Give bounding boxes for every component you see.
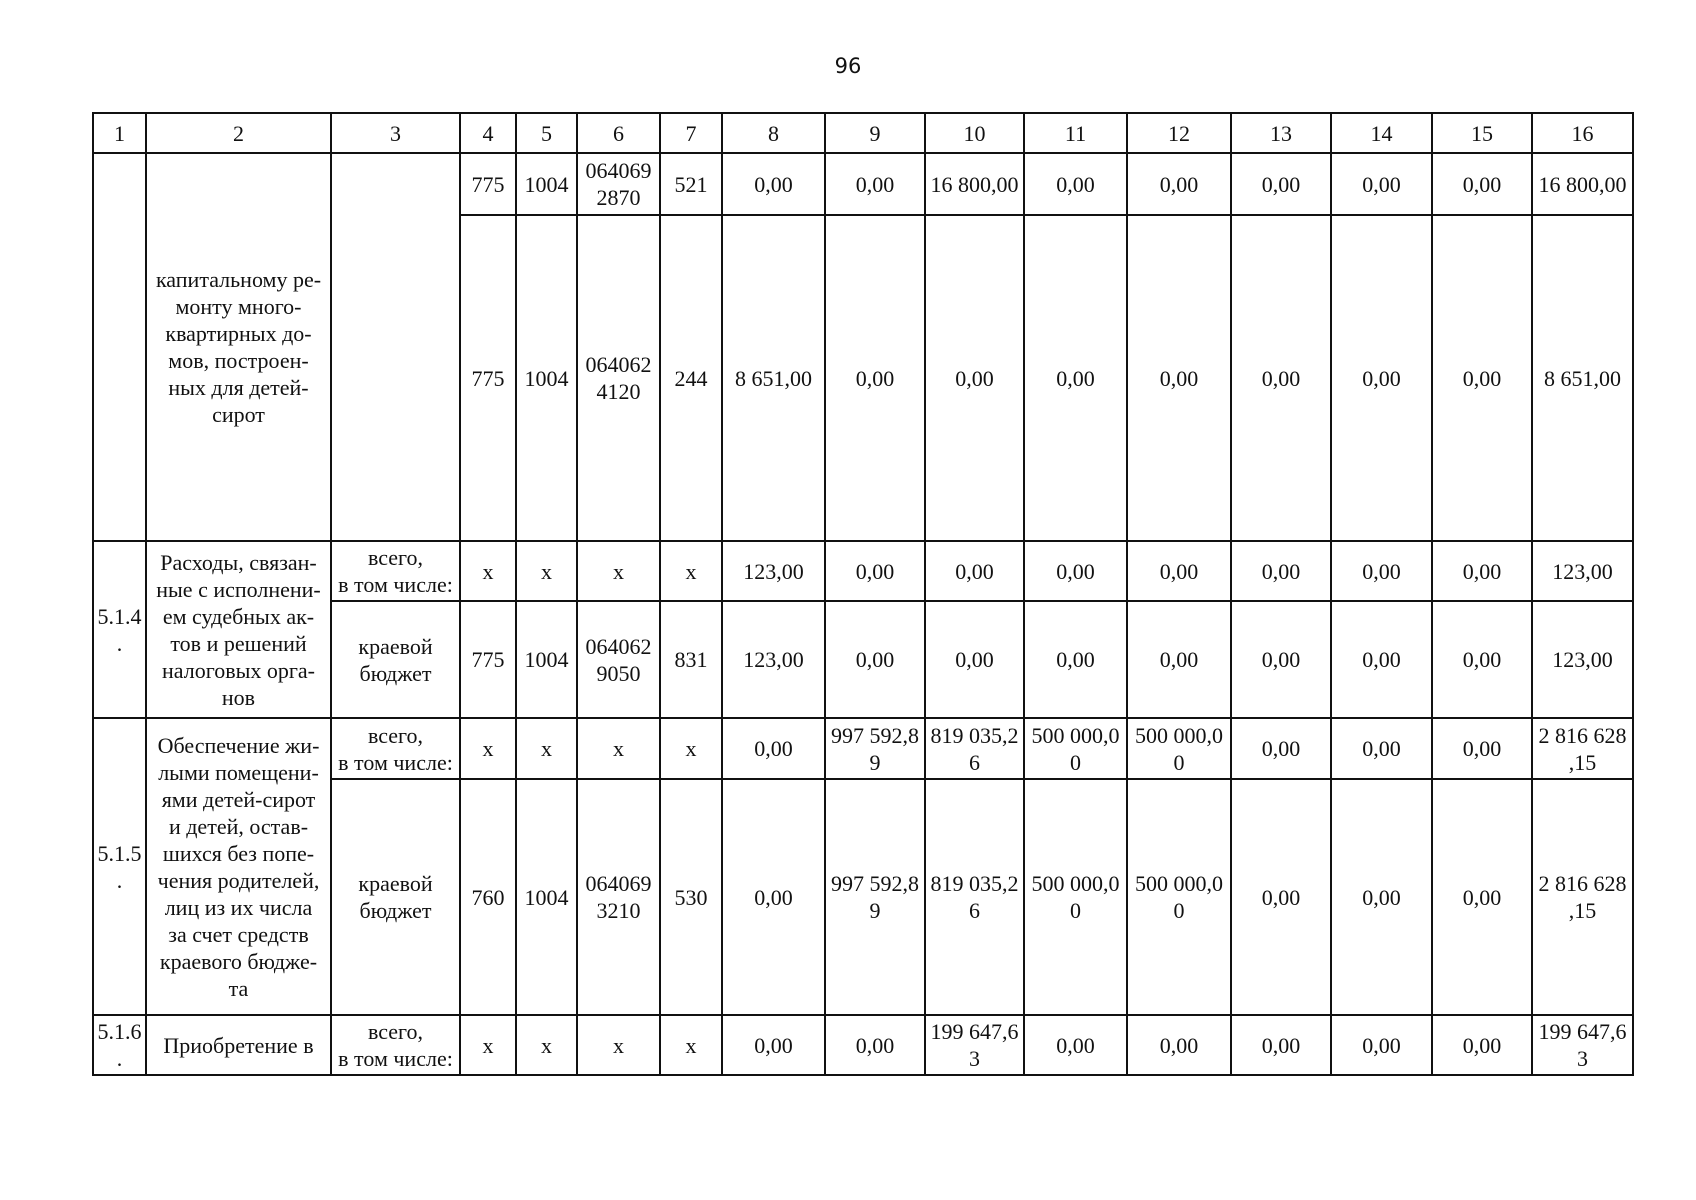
item-number-cell bbox=[93, 153, 146, 541]
value-cell: 0,00 bbox=[1231, 153, 1331, 215]
value-cell: 0,00 bbox=[722, 779, 825, 1015]
funding-source-cell: краевой бюджет bbox=[331, 779, 460, 1015]
kvsr-cell: 775 bbox=[460, 215, 516, 541]
value-cell: 0,00 bbox=[1024, 153, 1127, 215]
table-row bbox=[93, 1015, 1633, 1075]
value-cell: 500 000,0 0 bbox=[1024, 779, 1127, 1015]
value-cell: 16 800,00 bbox=[1532, 153, 1633, 215]
value-cell: 0,00 bbox=[1231, 541, 1331, 601]
value-cell: 2 816 628 ,15 bbox=[1532, 779, 1633, 1015]
header-cell: 1 bbox=[93, 113, 146, 153]
expense-type-cell: 521 bbox=[660, 153, 722, 215]
header-cell: 13 bbox=[1231, 113, 1331, 153]
value-cell: 0,00 bbox=[1024, 601, 1127, 718]
header-cell: 15 bbox=[1432, 113, 1532, 153]
table-row bbox=[93, 541, 1633, 601]
expense-type-cell: 530 bbox=[660, 779, 722, 1015]
value-cell: 0,00 bbox=[1432, 215, 1532, 541]
value-cell: 0,00 bbox=[1127, 215, 1231, 541]
value-cell: 500 000,0 0 bbox=[1127, 779, 1231, 1015]
value-cell: 123,00 bbox=[722, 601, 825, 718]
value-cell: 0,00 bbox=[1331, 541, 1432, 601]
header-cell: 2 bbox=[146, 113, 331, 153]
value-cell: 0,00 bbox=[1432, 541, 1532, 601]
value-cell: 0,00 bbox=[925, 215, 1024, 541]
header-cell: 11 bbox=[1024, 113, 1127, 153]
value-cell: 199 647,6 3 bbox=[925, 1015, 1024, 1075]
value-cell: 16 800,00 bbox=[925, 153, 1024, 215]
value-cell: 0,00 bbox=[825, 1015, 925, 1075]
header-cell: 12 bbox=[1127, 113, 1231, 153]
expense-type-cell: х bbox=[660, 541, 722, 601]
value-cell: 0,00 bbox=[1231, 718, 1331, 779]
kvsr-cell: х bbox=[460, 718, 516, 779]
table-row bbox=[93, 153, 1633, 215]
value-cell: 0,00 bbox=[1231, 601, 1331, 718]
kvsr-cell: х bbox=[460, 1015, 516, 1075]
header-cell: 10 bbox=[925, 113, 1024, 153]
item-name-cell: капитальному ре- монту много- квартирных до- мов, построен- ных для детей- сирот bbox=[146, 153, 331, 541]
value-cell: 123,00 bbox=[722, 541, 825, 601]
value-cell: 0,00 bbox=[925, 541, 1024, 601]
target-article-cell: 064069 3210 bbox=[577, 779, 660, 1015]
value-cell: 0,00 bbox=[825, 153, 925, 215]
value-cell: 0,00 bbox=[1231, 215, 1331, 541]
value-cell: 0,00 bbox=[1127, 1015, 1231, 1075]
header-row bbox=[93, 113, 1633, 153]
value-cell: 0,00 bbox=[1024, 1015, 1127, 1075]
header-cell: 16 bbox=[1532, 113, 1633, 153]
value-cell: 0,00 bbox=[722, 718, 825, 779]
value-cell: 0,00 bbox=[1432, 779, 1532, 1015]
value-cell: 0,00 bbox=[722, 1015, 825, 1075]
header-cell: 5 bbox=[516, 113, 577, 153]
header-cell: 9 bbox=[825, 113, 925, 153]
value-cell: 500 000,0 0 bbox=[1024, 718, 1127, 779]
funding-source-cell: всего, в том числе: bbox=[331, 718, 460, 779]
section-cell: 1004 bbox=[516, 153, 577, 215]
expense-type-cell: х bbox=[660, 1015, 722, 1075]
target-article-cell: х bbox=[577, 718, 660, 779]
value-cell: 0,00 bbox=[1024, 541, 1127, 601]
header-cell: 6 bbox=[577, 113, 660, 153]
value-cell: 997 592,8 9 bbox=[825, 718, 925, 779]
header-cell: 3 bbox=[331, 113, 460, 153]
funding-source-cell: всего, в том числе: bbox=[331, 1015, 460, 1075]
value-cell: 500 000,0 0 bbox=[1127, 718, 1231, 779]
value-cell: 0,00 bbox=[925, 601, 1024, 718]
value-cell: 0,00 bbox=[1231, 779, 1331, 1015]
expense-type-cell: 831 bbox=[660, 601, 722, 718]
value-cell: 0,00 bbox=[1432, 153, 1532, 215]
target-article-cell: х bbox=[577, 541, 660, 601]
value-cell: 0,00 bbox=[1024, 215, 1127, 541]
value-cell: 123,00 bbox=[1532, 601, 1633, 718]
value-cell: 0,00 bbox=[1231, 1015, 1331, 1075]
value-cell: 0,00 bbox=[1432, 718, 1532, 779]
kvsr-cell: х bbox=[460, 541, 516, 601]
value-cell: 0,00 bbox=[1127, 153, 1231, 215]
expense-type-cell: 244 bbox=[660, 215, 722, 541]
header-cell: 7 bbox=[660, 113, 722, 153]
value-cell: 199 647,6 3 bbox=[1532, 1015, 1633, 1075]
header-cell: 14 bbox=[1331, 113, 1432, 153]
item-name-cell: Приобретение в bbox=[146, 1015, 331, 1075]
kvsr-cell: 775 bbox=[460, 153, 516, 215]
section-cell: х bbox=[516, 718, 577, 779]
section-cell: 1004 bbox=[516, 601, 577, 718]
value-cell: 8 651,00 bbox=[1532, 215, 1633, 541]
section-cell: х bbox=[516, 1015, 577, 1075]
item-number-cell: 5.1.6 . bbox=[93, 1015, 146, 1075]
value-cell: 0,00 bbox=[1331, 1015, 1432, 1075]
header-cell: 8 bbox=[722, 113, 825, 153]
funding-source-cell bbox=[331, 153, 460, 541]
value-cell: 819 035,2 6 bbox=[925, 779, 1024, 1015]
section-cell: х bbox=[516, 541, 577, 601]
page-number: 96 bbox=[834, 54, 862, 78]
value-cell: 0,00 bbox=[1432, 1015, 1532, 1075]
target-article-cell: х bbox=[577, 1015, 660, 1075]
value-cell: 123,00 bbox=[1532, 541, 1633, 601]
kvsr-cell: 760 bbox=[460, 779, 516, 1015]
section-cell: 1004 bbox=[516, 779, 577, 1015]
table-row bbox=[93, 718, 1633, 779]
value-cell: 0,00 bbox=[1432, 601, 1532, 718]
funding-source-cell: всего, в том числе: bbox=[331, 541, 460, 601]
expense-type-cell: х bbox=[660, 718, 722, 779]
value-cell: 0,00 bbox=[1331, 718, 1432, 779]
value-cell: 0,00 bbox=[1331, 215, 1432, 541]
value-cell: 0,00 bbox=[1331, 153, 1432, 215]
value-cell: 0,00 bbox=[1331, 779, 1432, 1015]
target-article-cell: 064069 2870 bbox=[577, 153, 660, 215]
value-cell: 8 651,00 bbox=[722, 215, 825, 541]
target-article-cell: 064062 4120 bbox=[577, 215, 660, 541]
header-cell: 4 bbox=[460, 113, 516, 153]
value-cell: 0,00 bbox=[1331, 601, 1432, 718]
item-name-cell: Обеспечение жи- лыми помещени- ями детей-сирот и детей, остав- шихся без попе- чения родителей, лиц из их числа за счет средств краевого бюдже- та bbox=[146, 718, 331, 1015]
value-cell: 0,00 bbox=[825, 601, 925, 718]
item-name-cell: Расходы, связан- ные с исполнени- ем судебных ак- тов и решений налоговых орга- нов bbox=[146, 541, 331, 718]
budget-table bbox=[92, 112, 1634, 1076]
item-number-cell: 5.1.5 . bbox=[93, 718, 146, 1015]
target-article-cell: 064062 9050 bbox=[577, 601, 660, 718]
kvsr-cell: 775 bbox=[460, 601, 516, 718]
value-cell: 997 592,8 9 bbox=[825, 779, 925, 1015]
funding-source-cell: краевой бюджет bbox=[331, 601, 460, 718]
value-cell: 0,00 bbox=[825, 215, 925, 541]
value-cell: 0,00 bbox=[1127, 601, 1231, 718]
value-cell: 0,00 bbox=[722, 153, 825, 215]
value-cell: 819 035,2 6 bbox=[925, 718, 1024, 779]
value-cell: 0,00 bbox=[825, 541, 925, 601]
value-cell: 0,00 bbox=[1127, 541, 1231, 601]
section-cell: 1004 bbox=[516, 215, 577, 541]
item-number-cell: 5.1.4 . bbox=[93, 541, 146, 718]
value-cell: 2 816 628 ,15 bbox=[1532, 718, 1633, 779]
